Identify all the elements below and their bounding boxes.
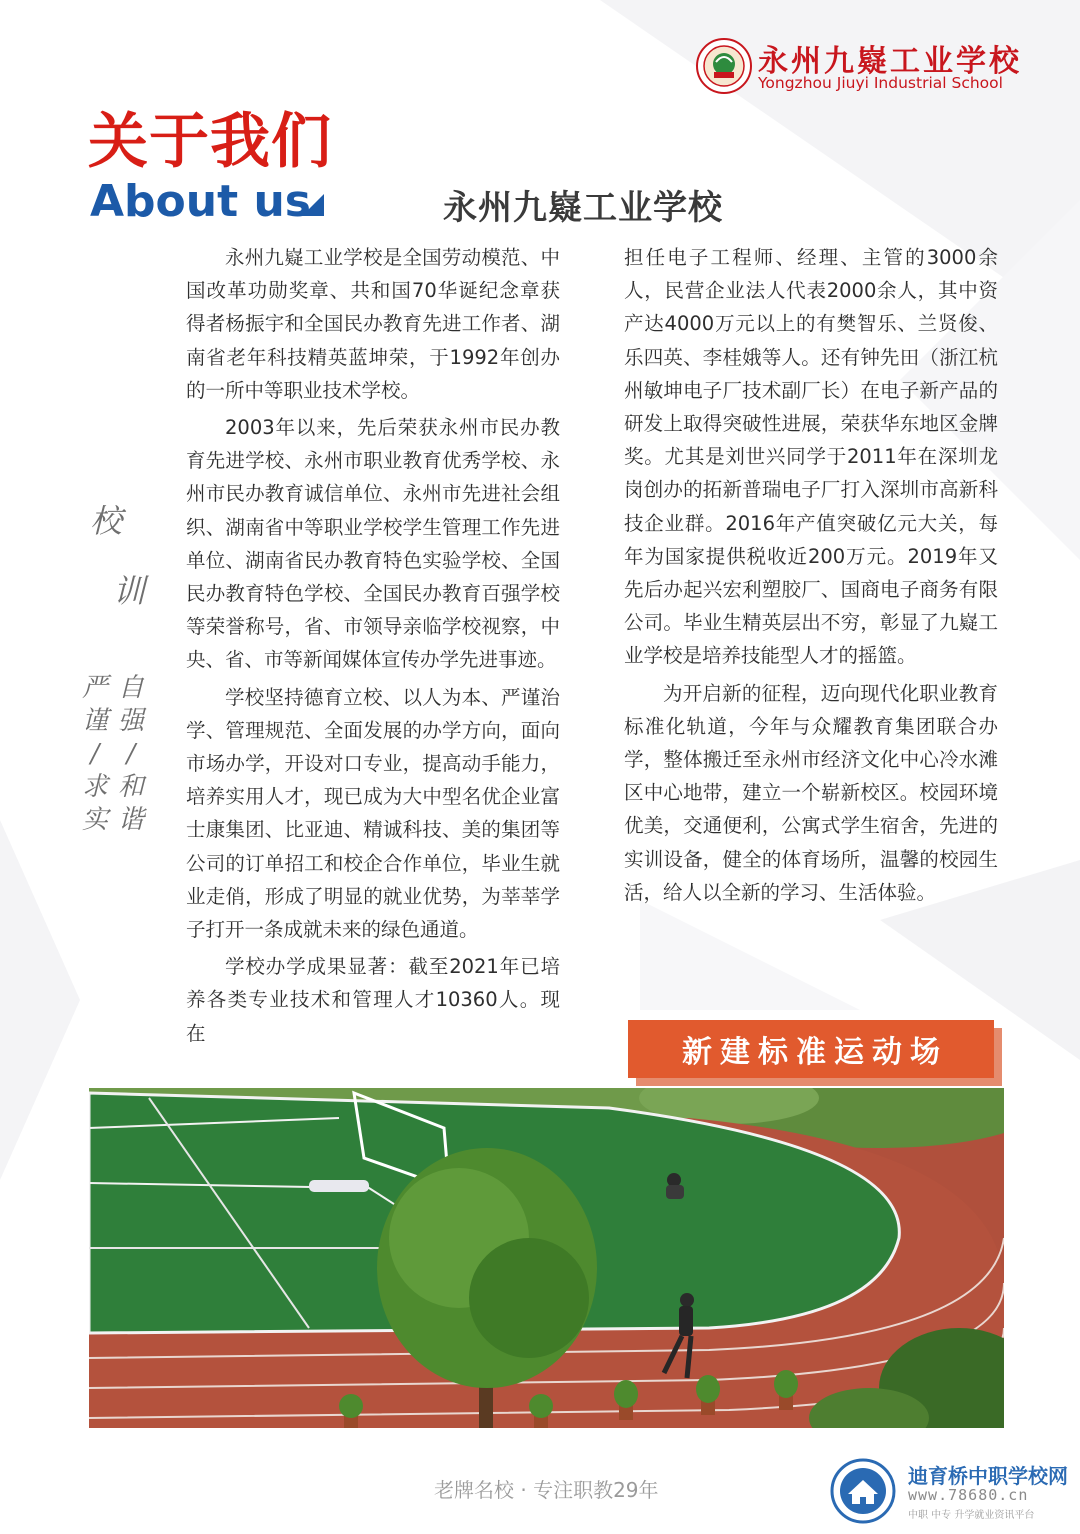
school-name-cn: 永州九嶷工业学校 [758, 44, 1022, 79]
motto-char: 严 [81, 673, 108, 703]
watermark-site-desc: 中职 中专 升学就业资讯平台 [908, 1510, 1035, 1521]
watermark-logo-icon [830, 1458, 896, 1524]
school-name-en: Yongzhou Jiuyi Industrial School [758, 74, 1003, 92]
motto-char: 谐 [117, 805, 144, 835]
footer-slogan: 老牌名校 · 专注职教29年 [434, 1478, 659, 1502]
watermark-site-name: 迪育桥中职学校网 [908, 1464, 1068, 1488]
article-paragraph: 永州九嶷工业学校是全国劳动模范、中国改革功勋奖章、共和国70华诞纪念章获得者杨振宇和全国民办教育先进工作者、湖南省老年科技精英蓝坤荣，于1992年创办的一所中等职业技术学校。 [186, 246, 560, 402]
article-paragraph: 学校办学成果显著：截至2021年已培养各类专业技术和管理人才10360人。现在 [186, 955, 560, 1045]
motto-column-2 [78, 672, 112, 837]
motto-column-1 [114, 672, 148, 837]
motto-title-char-1: 校 [90, 502, 123, 540]
motto-char: 实 [81, 805, 108, 835]
article-column-left [186, 241, 560, 1054]
motto-char: / [90, 739, 100, 769]
article-paragraph: 为开启新的征程，迈向现代化职业教育标准化轨道，今年与众耀教育集团联合办学，整体搬迁至永州市经济文化中心冷水滩区中心地带，建立一个崭新校区。校园环境优美，交通便利，公寓式学生宿舍，先进的实训设备，健全的体育场所，温馨的校园生活，给人以全新的学习、生活体验。 [624, 681, 998, 904]
article-column-right [624, 241, 998, 913]
motto-char: / [126, 739, 136, 769]
title-triangle-icon [300, 194, 324, 216]
page-title-en: About us [90, 176, 311, 227]
motto-char: 自 [117, 673, 144, 703]
sports-field-banner: 新建标准运动场 [628, 1020, 994, 1078]
motto-char: 谨 [81, 706, 108, 736]
school-logo [696, 38, 752, 94]
page-title-cn: 关于我们 [88, 107, 332, 177]
article-paragraph: 担任电子工程师、经理、主管的3000余人，民营企业法人代表2000余人，其中资产达4000万元以上的有樊智乐、兰贤俊、乐四英、李桂娥等人。还有钟先田（浙江杭州敏坤电子厂技术副厂长）在电子新产品的研发上取得突破性进展，荣获华东地区金牌奖。尤其是刘世兴同学于2011年在深圳龙岗创办的拓新普瑞电子厂打入深圳市高新科技企业群。2016年产值突破亿元大关，每年为国家提供税收近200万元。2019年又先后办起兴宏利塑胶厂、国商电子商务有限公司。毕业生精英层出不穷，彰显了九嶷工业学校是培养技能型人才的摇篮。 [624, 246, 998, 668]
watermark-site-url: www.78680.cn [908, 1486, 1029, 1504]
article-paragraph: 学校坚持德育立校、以人为本、严谨治学、管理规范、全面发展的办学方向，面向市场办学，开设对口专业，提高动手能力，培养实用人才，现已成为大中型名优企业富士康集团、比亚迪、精诚科技、美的集团等公司的订单招工和校企合作单位，毕业生就业走俏，形成了明显的就业优势，为莘莘学子打开一条成就未来的绿色通道。 [186, 685, 560, 942]
motto-char: 求 [81, 772, 108, 802]
article-heading: 永州九嶷工业学校 [443, 188, 723, 228]
motto-title-char-2: 训 [113, 572, 146, 610]
sports-field-photo [89, 1088, 1004, 1428]
article-paragraph: 2003年以来，先后荣获永州市民办教育先进学校、永州市职业教育优秀学校、永州市民办教育诚信单位、永州市先进社会组织、湖南省中等职业学校学生管理工作先进单位、湖南省民办教育特色实验学校、全国民办教育特色学校、全国民办教育百强学校等荣誉称号，省、市领导亲临学校视察，中央、省、市等新闻媒体宣传办学先进事迹。 [186, 416, 560, 672]
motto-char: 和 [117, 772, 144, 802]
motto-char: 强 [117, 706, 144, 736]
